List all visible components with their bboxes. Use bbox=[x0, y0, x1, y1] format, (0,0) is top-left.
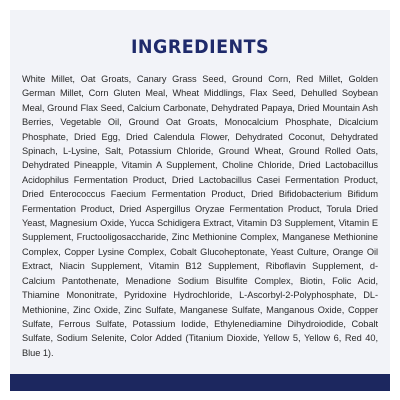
bottom-accent-bar bbox=[10, 374, 390, 391]
ingredients-panel bbox=[10, 10, 390, 374]
ingredients-list-text: White Millet, Oat Groats, Canary Grass Seed, Ground Corn, Red Millet, Golden German Millet, Corn Gluten Meal, Wheat Middlings, Flax Seed, Dehulled Soybean Meal, Ground Flax Seed, Calcium Carbonate, Dehydrated Papaya, Dried Mountain Ash Berries, Vegetable Oil, Ground Oat Groats, Monocalcium Phosphate, Dicalcium Phosphate, Dried Egg, Dried Calendula Flower, Dehydrated Coconut, Dehydrated Spinach, L-Lysine, Salt, Potassium Chloride, Ground Wheat, Ground Rolled Oats, Dehydrated Pineapple, Vitamin A Supplement, Choline Chloride, Dried Lactobacillus Acidophilus Fermentation Product, Dried Lactobacillus Casei Fermentation Product, Dried Enterococcus Faecium Fermentation Product, Dried Bifidobacterium Bifidum Fermentation Product, Dried Aspergillus Oryzae Fermentation Product, Torula Dried Yeast, Magnesium Oxide, Yucca Schidigera Extract, Vitamin D3 Supplement, Vitamin E Supplement, Fructooligosaccharide, Zinc Methionine Complex, Manganese Methionine Complex, Copper Lysine Complex, Cobalt Glucoheptonate, Yeast Culture, Orange Oil Extract, Niacin Supplement, Vitamin B12 Supplement, Riboflavin Supplement, d-Calcium Pantothenate, Menadione Sodium Bisulfite Complex, Biotin, Folic Acid, Thiamine Mononitrate, Pyridoxine Hydrochloride, L-Ascorbyl-2-Polyphosphate, DL-Methionine, Zinc Oxide, Zinc Sulfate, Manganese Sulfate, Manganous Oxide, Copper Sulfate, Ferrous Sulfate, Potassium Iodide, Ethylenediamine Dihydroiodide, Cobalt Sulfate, Sodium Selenite, Color Added (Titanium Dioxide, Yellow 5, Yellow 6, Red 40, Blue 1). bbox=[22, 74, 378, 358]
ingredients-title: INGREDIENTS bbox=[130, 36, 270, 58]
